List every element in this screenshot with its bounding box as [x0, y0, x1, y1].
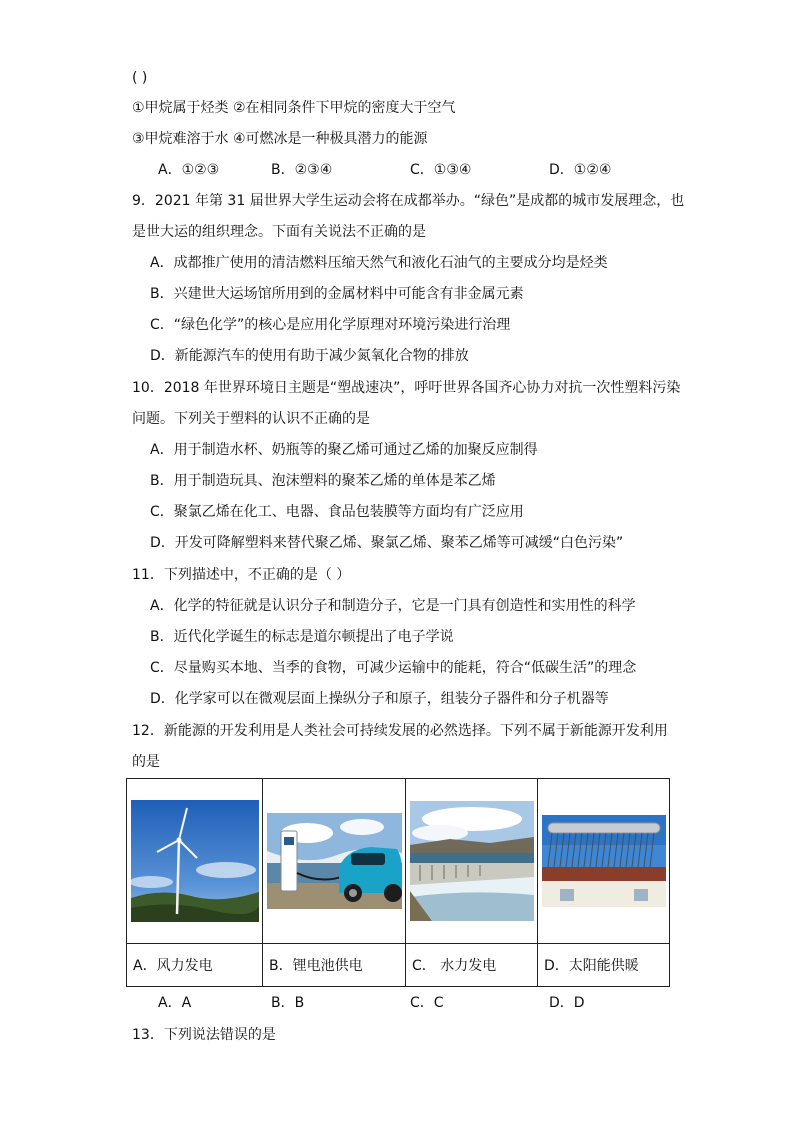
q8-option-b: B．②③④ [271, 162, 333, 178]
q12-label-d: D．太阳能供暖 [538, 944, 670, 987]
q8-bracket: ( ) [132, 70, 148, 86]
hydropower-dam-photo [410, 801, 534, 921]
q12-image-table [126, 778, 670, 987]
q12-option-b: B．B [271, 995, 305, 1011]
q9-option-b: B．兴建世大运场馆所用到的金属材料中可能含有非金属元素 [150, 286, 524, 302]
q8-options [158, 160, 678, 180]
q12-option-a: A．A [158, 995, 192, 1011]
q9-stem-1: 9．2021 年第 31 届世界大学生运动会将在成都举办。“绿色”是成都的城市发展理念，也 [132, 193, 685, 209]
q10-option-b: B．用于制造玩具、泡沫塑料的聚苯乙烯的单体是苯乙烯 [150, 473, 496, 489]
q10-option-d: D．开发可降解塑料来替代聚乙烯、聚氯乙烯、聚苯乙烯等可减缓“白色污染” [150, 535, 624, 551]
q11-stem: 11．下列描述中，不正确的是（ ） [132, 567, 351, 583]
q11-option-c: C．尽量购买本地、当季的食物，可减少运输中的能耗，符合“低碳生活”的理念 [150, 660, 637, 676]
q10-stem-2: 问题。下列关于塑料的认识不正确的是 [132, 411, 370, 427]
q13-stem: 13．下列说法错误的是 [132, 1027, 276, 1043]
q10-option-c: C．聚氯乙烯在化工、电器、食品包装膜等方面均有广泛应用 [150, 504, 524, 520]
q8-statements-2: ③甲烷难溶于水 ④可燃冰是一种极具潜力的能源 [132, 131, 428, 147]
q9-option-c: C．“绿色化学”的核心是应用化学原理对环境污染进行治理 [150, 317, 511, 333]
q12-cell-b-image [263, 779, 406, 944]
q8-statements-1: ①甲烷属于烃类 ②在相同条件下甲烷的密度大于空气 [132, 100, 456, 116]
q8-option-d: D．①②④ [549, 162, 612, 178]
q10-stem-1: 10．2018 年世界环境日主题是“塑战速决”，呼吁世界各国齐心协力对抗一次性塑料污染 [132, 380, 681, 396]
wind-turbine-photo [131, 800, 259, 922]
q11-option-a: A．化学的特征就是认识分子和制造分子，它是一门具有创造性和实用性的科学 [150, 598, 636, 614]
q12-label-b: B．锂电池供电 [263, 944, 406, 987]
q12-cell-c-image [406, 779, 538, 944]
q12-cell-d-image [538, 779, 670, 944]
q12-options [158, 993, 678, 1013]
q12-stem-1: 12．新能源的开发利用是人类社会可持续发展的必然选择。下列不属于新能源开发利用 [132, 723, 668, 739]
q12-option-c: C．C [410, 995, 444, 1011]
q12-option-d: D．D [549, 995, 585, 1011]
q12-stem-2: 的是 [132, 754, 160, 770]
q9-option-d: D．新能源汽车的使用有助于减少氮氧化合物的排放 [150, 348, 469, 364]
q12-label-c: C． 水力发电 [406, 944, 538, 987]
q11-option-b: B．近代化学诞生的标志是道尔顿提出了电子学说 [150, 629, 454, 645]
q12-label-a: A．风力发电 [127, 944, 263, 987]
q11-option-d: D．化学家可以在微观层面上操纵分子和原子，组装分子器件和分子机器等 [150, 691, 609, 707]
q8-option-c: C．①③④ [410, 162, 472, 178]
ev-charging-photo [267, 813, 402, 909]
q8-option-a: A．①②③ [158, 162, 220, 178]
q12-cell-a-image [127, 779, 263, 944]
q10-option-a: A．用于制造水杯、奶瓶等的聚乙烯可通过乙烯的加聚反应制得 [150, 442, 538, 458]
q9-option-a: A．成都推广使用的清洁燃料压缩天然气和液化石油气的主要成分均是烃类 [150, 255, 608, 271]
solar-heater-photo [542, 815, 666, 907]
q9-stem-2: 是世大运的组织理念。下面有关说法不正确的是 [132, 224, 426, 240]
